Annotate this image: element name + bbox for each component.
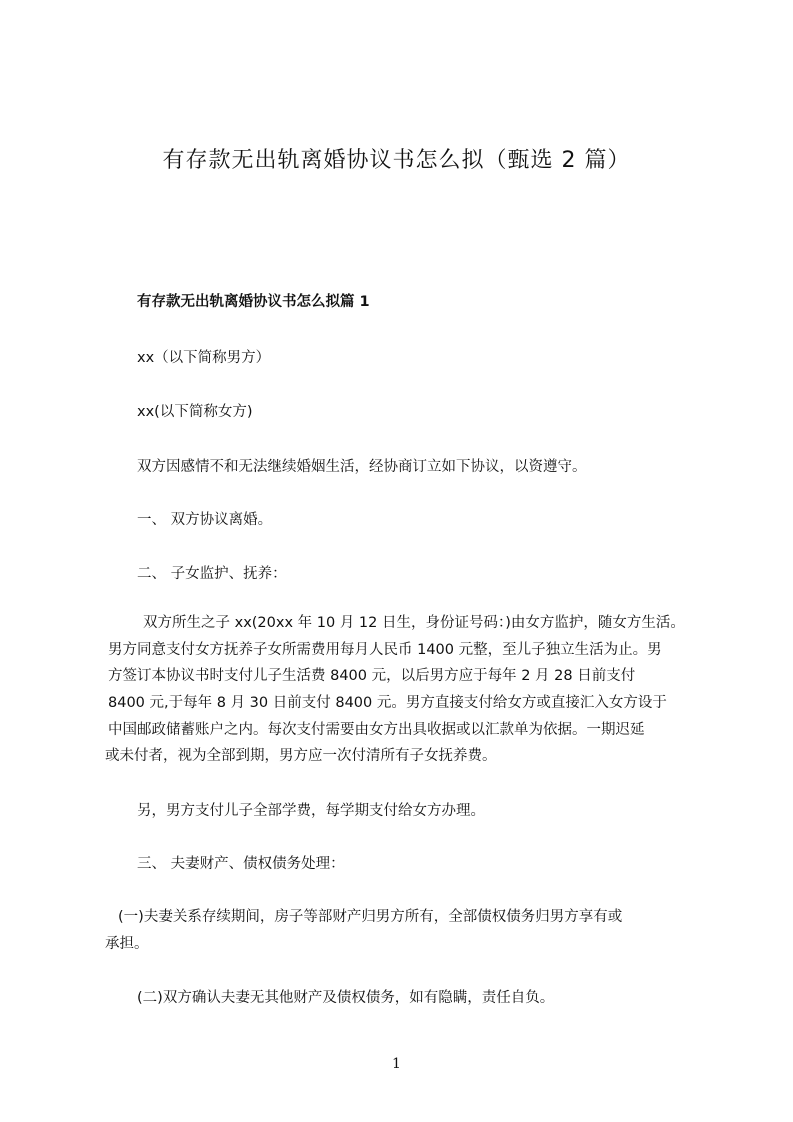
clause-2-heading: 二、 子女监护、抚养： [137, 566, 287, 582]
clause-3-2: (二)双方确认夫妻无其他财产及债权债务，如有隐瞒，责任自负。 [137, 990, 555, 1006]
intro-paragraph: 双方因感情不和无法继续婚姻生活，经协商订立如下协议，以资遵守。 [137, 459, 587, 475]
clause-3-1-line: (一)夫妻关系存续期间，房子等部财产归男方所有，全部债权债务归男方享有或 [118, 909, 623, 925]
clause-2-body-line: 双方所生之子 xx(20xx 年 10 月 12 日生，身份证号码：)由女方监护，随女方生活。 [143, 615, 685, 631]
clause-2-body-line: 方签订本协议书时支付儿子生活费 8400 元，以后男方应于每年 2 月 28 日前支付 [108, 668, 636, 684]
clause-2-body-line: 8400 元,于每年 8 月 30 日前支付 8400 元。男方直接支付给女方或直接汇入女方设于 [108, 695, 667, 711]
clause-2-extra: 另，男方支付儿子全部学费，每学期支付给女方办理。 [137, 803, 485, 819]
party-female-line: xx(以下简称女方) [137, 404, 253, 420]
section-heading: 有存款无出轨离婚协议书怎么拟篇 1 [137, 294, 370, 310]
clause-2-body-line: 或未付者，视为全部到期，男方应一次付清所有子女抚养费。 [105, 748, 497, 764]
clause-3-heading: 三、 夫妻财产、债权债务处理： [137, 856, 345, 872]
clause-3-1-line: 承担。 [105, 936, 149, 952]
clause-2-body-line: 中国邮政储蓄账户之内。每次支付需要由女方出具收据或以汇款单为依据。一期迟延 [108, 722, 645, 738]
document-title: 有存款无出轨离婚协议书怎么拟（甄选 2 篇） [162, 148, 631, 173]
clause-2-body-line: 男方同意支付女方抚养子女所需费用每月人民币 1400 元整，至儿子独立生活为止。男 [108, 642, 662, 658]
party-male-line: xx（以下简称男方） [137, 350, 271, 366]
page-number: 1 [392, 1056, 401, 1072]
clause-1: 一、 双方协议离婚。 [137, 512, 273, 528]
